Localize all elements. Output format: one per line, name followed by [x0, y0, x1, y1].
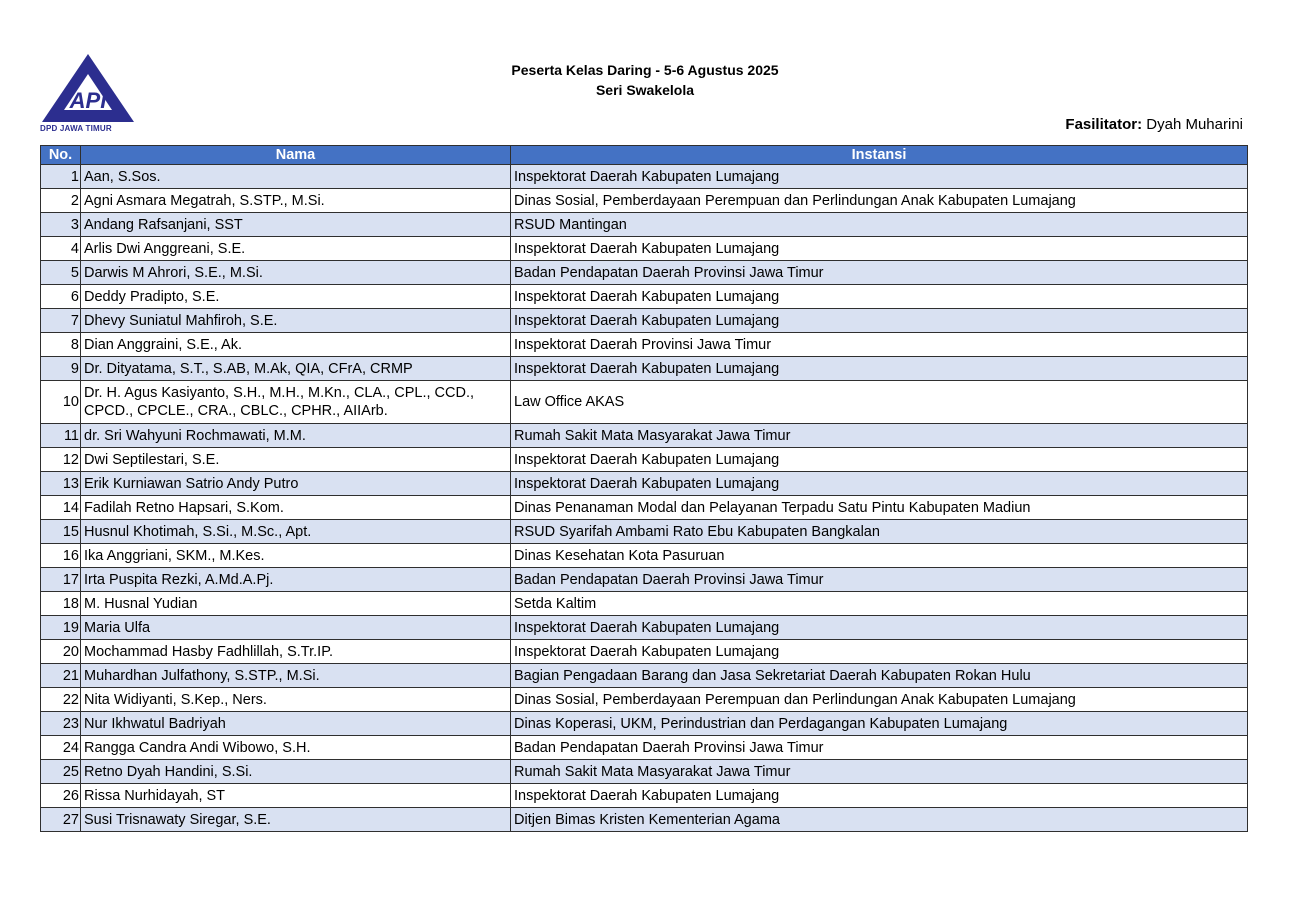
cell-nama: Deddy Pradipto, S.E.	[81, 285, 511, 309]
cell-instansi: Inspektorat Daerah Kabupaten Lumajang	[511, 237, 1248, 261]
cell-nama: Agni Asmara Megatrah, S.STP., M.Si.	[81, 189, 511, 213]
cell-nama: Erik Kurniawan Satrio Andy Putro	[81, 472, 511, 496]
cell-no: 10	[41, 381, 81, 424]
cell-instansi: Dinas Penanaman Modal dan Pelayanan Terpadu Satu Pintu Kabupaten Madiun	[511, 496, 1248, 520]
title-line-2: Seri Swakelola	[595, 82, 695, 98]
facilitator-name: Dyah Muharini	[1146, 116, 1243, 133]
cell-no: 24	[41, 736, 81, 760]
cell-no: 17	[41, 568, 81, 592]
cell-no: 7	[41, 309, 81, 333]
cell-no: 27	[41, 808, 81, 832]
cell-nama: Dian Anggraini, S.E., Ak.	[81, 333, 511, 357]
cell-no: 2	[41, 189, 81, 213]
table-row	[41, 424, 1248, 448]
cell-no: 25	[41, 760, 81, 784]
cell-instansi: Badan Pendapatan Daerah Provinsi Jawa Timur	[511, 261, 1248, 285]
facilitator-label: Fasilitator:	[1065, 116, 1143, 133]
table-row	[41, 616, 1248, 640]
cell-instansi: Inspektorat Daerah Kabupaten Lumajang	[511, 448, 1248, 472]
cell-no: 26	[41, 784, 81, 808]
cell-instansi: RSUD Mantingan	[511, 213, 1248, 237]
table-row	[41, 285, 1248, 309]
cell-instansi: Rumah Sakit Mata Masyarakat Jawa Timur	[511, 424, 1248, 448]
table-row	[41, 736, 1248, 760]
cell-no: 22	[41, 688, 81, 712]
cell-instansi: Law Office AKAS	[511, 381, 1248, 424]
cell-instansi: Inspektorat Daerah Kabupaten Lumajang	[511, 616, 1248, 640]
cell-no: 12	[41, 448, 81, 472]
cell-nama: Arlis Dwi Anggreani, S.E.	[81, 237, 511, 261]
cell-nama: Fadilah Retno Hapsari, S.Kom.	[81, 496, 511, 520]
cell-instansi: Bagian Pengadaan Barang dan Jasa Sekretariat Daerah Kabupaten Rokan Hulu	[511, 664, 1248, 688]
logo-caption: DPD JAWA TIMUR	[40, 124, 112, 133]
cell-no: 20	[41, 640, 81, 664]
table-row	[41, 189, 1248, 213]
cell-nama: Darwis M Ahrori, S.E., M.Si.	[81, 261, 511, 285]
participants-table	[40, 145, 1248, 832]
cell-no: 8	[41, 333, 81, 357]
cell-no: 3	[41, 213, 81, 237]
cell-nama: Rangga Candra Andi Wibowo, S.H.	[81, 736, 511, 760]
cell-instansi: Dinas Sosial, Pemberdayaan Perempuan dan Perlindungan Anak Kabupaten Lumajang	[511, 688, 1248, 712]
cell-instansi: Badan Pendapatan Daerah Provinsi Jawa Timur	[511, 568, 1248, 592]
table-row	[41, 520, 1248, 544]
table-row	[41, 333, 1248, 357]
table-row	[41, 640, 1248, 664]
column-header-no: No.	[41, 146, 81, 165]
cell-no: 1	[41, 165, 81, 189]
title-line-1: Peserta Kelas Daring - 5-6 Agustus 2025	[511, 62, 779, 78]
table-row	[41, 808, 1248, 832]
table-row	[41, 712, 1248, 736]
table-row	[41, 309, 1248, 333]
cell-nama: dr. Sri Wahyuni Rochmawati, M.M.	[81, 424, 511, 448]
cell-no: 13	[41, 472, 81, 496]
column-header-nama: Nama	[81, 146, 511, 165]
cell-no: 6	[41, 285, 81, 309]
cell-instansi: Inspektorat Daerah Kabupaten Lumajang	[511, 285, 1248, 309]
cell-nama: Maria Ulfa	[81, 616, 511, 640]
table-row	[41, 544, 1248, 568]
cell-no: 11	[41, 424, 81, 448]
table-row	[41, 357, 1248, 381]
cell-nama: M. Husnal Yudian	[81, 592, 511, 616]
table-row	[41, 472, 1248, 496]
table-row	[41, 237, 1248, 261]
cell-instansi: RSUD Syarifah Ambami Rato Ebu Kabupaten Bangkalan	[511, 520, 1248, 544]
cell-nama: Rissa Nurhidayah, ST	[81, 784, 511, 808]
cell-nama: Retno Dyah Handini, S.Si.	[81, 760, 511, 784]
table-row	[41, 664, 1248, 688]
table-row	[41, 165, 1248, 189]
cell-nama: Aan, S.Sos.	[81, 165, 511, 189]
cell-no: 4	[41, 237, 81, 261]
cell-nama: Dr. Dityatama, S.T., S.AB, M.Ak, QIA, CFrA, CRMP	[81, 357, 511, 381]
table-row	[41, 760, 1248, 784]
cell-no: 5	[41, 261, 81, 285]
cell-instansi: Dinas Kesehatan Kota Pasuruan	[511, 544, 1248, 568]
cell-nama: Susi Trisnawaty Siregar, S.E.	[81, 808, 511, 832]
cell-no: 9	[41, 357, 81, 381]
cell-instansi: Ditjen Bimas Kristen Kementerian Agama	[511, 808, 1248, 832]
cell-instansi: Dinas Koperasi, UKM, Perindustrian dan Perdagangan Kabupaten Lumajang	[511, 712, 1248, 736]
cell-instansi: Rumah Sakit Mata Masyarakat Jawa Timur	[511, 760, 1248, 784]
cell-nama: Irta Puspita Rezki, A.Md.A.Pj.	[81, 568, 511, 592]
cell-nama: Dwi Septilestari, S.E.	[81, 448, 511, 472]
cell-no: 21	[41, 664, 81, 688]
cell-nama: Muhardhan Julfathony, S.STP., M.Si.	[81, 664, 511, 688]
table-row	[41, 261, 1248, 285]
table-header-row	[41, 146, 1248, 165]
table-row	[41, 688, 1248, 712]
cell-nama: Andang Rafsanjani, SST	[81, 213, 511, 237]
page-title	[0, 60, 1290, 100]
cell-nama: Nur Ikhwatul Badriyah	[81, 712, 511, 736]
cell-no: 15	[41, 520, 81, 544]
cell-instansi: Badan Pendapatan Daerah Provinsi Jawa Timur	[511, 736, 1248, 760]
cell-instansi: Inspektorat Daerah Kabupaten Lumajang	[511, 357, 1248, 381]
cell-no: 23	[41, 712, 81, 736]
table-row	[41, 213, 1248, 237]
cell-instansi: Inspektorat Daerah Provinsi Jawa Timur	[511, 333, 1248, 357]
cell-no: 14	[41, 496, 81, 520]
table-row	[41, 784, 1248, 808]
cell-no: 19	[41, 616, 81, 640]
cell-instansi: Inspektorat Daerah Kabupaten Lumajang	[511, 309, 1248, 333]
cell-nama: Dr. H. Agus Kasiyanto, S.H., M.H., M.Kn., CLA., CPL., CCD., CPCD., CPCLE., CRA., CBLC., CPHR., AIIArb.	[81, 381, 511, 424]
cell-nama: Nita Widiyanti, S.Kep., Ners.	[81, 688, 511, 712]
facilitator	[1065, 116, 1243, 133]
column-header-instansi: Instansi	[511, 146, 1248, 165]
cell-instansi: Inspektorat Daerah Kabupaten Lumajang	[511, 784, 1248, 808]
cell-nama: Dhevy Suniatul Mahfiroh, S.E.	[81, 309, 511, 333]
cell-nama: Ika Anggriani, SKM., M.Kes.	[81, 544, 511, 568]
table-row	[41, 592, 1248, 616]
cell-nama: Husnul Khotimah, S.Si., M.Sc., Apt.	[81, 520, 511, 544]
table-row	[41, 496, 1248, 520]
cell-instansi: Dinas Sosial, Pemberdayaan Perempuan dan Perlindungan Anak Kabupaten Lumajang	[511, 189, 1248, 213]
cell-instansi: Inspektorat Daerah Kabupaten Lumajang	[511, 472, 1248, 496]
cell-nama: Mochammad Hasby Fadhlillah, S.Tr.IP.	[81, 640, 511, 664]
table-row	[41, 568, 1248, 592]
table-row	[41, 381, 1248, 424]
cell-instansi: Inspektorat Daerah Kabupaten Lumajang	[511, 165, 1248, 189]
cell-instansi: Setda Kaltim	[511, 592, 1248, 616]
cell-no: 18	[41, 592, 81, 616]
cell-no: 16	[41, 544, 81, 568]
svg-text:API: API	[69, 88, 107, 113]
cell-instansi: Inspektorat Daerah Kabupaten Lumajang	[511, 640, 1248, 664]
table-row	[41, 448, 1248, 472]
